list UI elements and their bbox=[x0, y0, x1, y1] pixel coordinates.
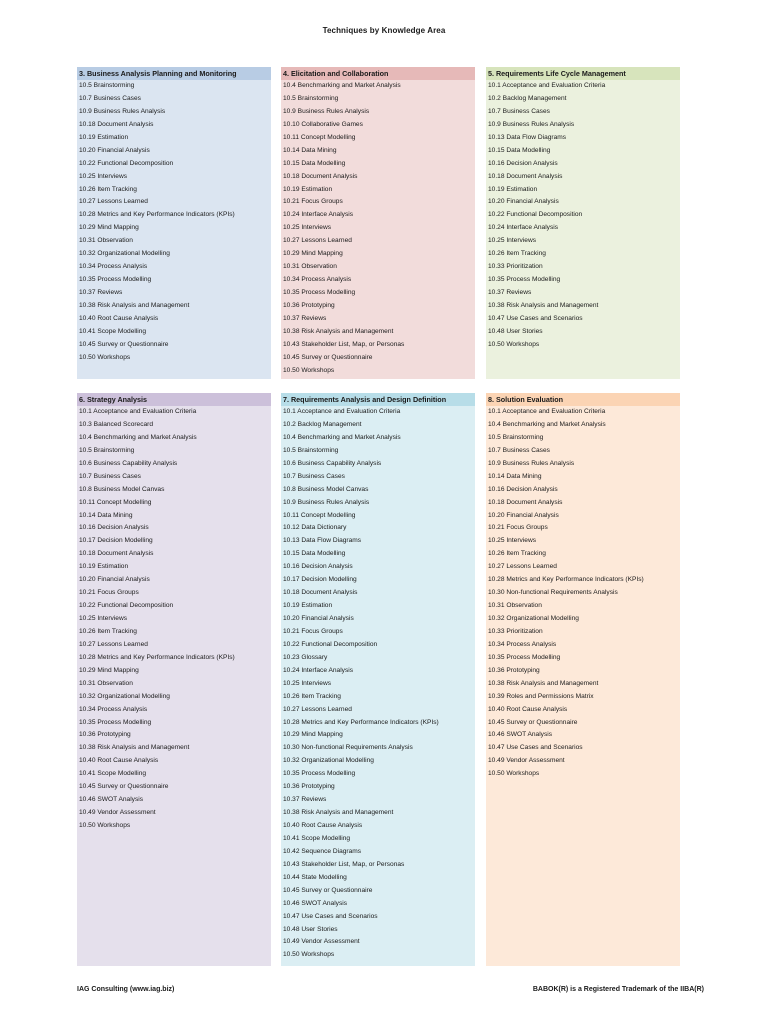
technique-item: 10.13 Data Flow Diagrams bbox=[488, 133, 567, 141]
technique-item: 10.45 Survey or Questionnaire bbox=[79, 340, 169, 348]
technique-item: 10.29 Mind Mapping bbox=[283, 250, 343, 258]
technique-item: 10.14 Data Mining bbox=[79, 511, 133, 519]
technique-item: 10.24 Interface Analysis bbox=[283, 211, 354, 219]
technique-item: 10.18 Document Analysis bbox=[283, 172, 358, 180]
knowledge-area-requirements-life-cycle bbox=[486, 67, 680, 379]
technique-list bbox=[77, 406, 271, 833]
technique-item: 10.12 Data Dictionary bbox=[283, 524, 347, 532]
technique-item: 10.50 Workshops bbox=[488, 770, 540, 778]
technique-item: 10.13 Data Flow Diagrams bbox=[283, 537, 362, 545]
technique-list bbox=[486, 80, 680, 352]
technique-item: 10.20 Financial Analysis bbox=[79, 576, 150, 584]
technique-item: 10.34 Process Analysis bbox=[79, 705, 148, 713]
technique-item: 10.7 Business Cases bbox=[79, 472, 141, 480]
technique-item: 10.32 Organizational Modelling bbox=[79, 692, 170, 700]
technique-item: 10.6 Business Capability Analysis bbox=[79, 459, 178, 467]
area-header: 3. Business Analysis Planning and Monitoring bbox=[77, 67, 271, 80]
knowledge-area-strategy-analysis bbox=[77, 393, 271, 966]
technique-item: 10.41 Scope Modelling bbox=[79, 327, 147, 335]
technique-item: 10.43 Stakeholder List, Map, or Personas bbox=[283, 340, 405, 348]
technique-list bbox=[77, 80, 271, 365]
technique-item: 10.21 Focus Groups bbox=[488, 524, 548, 532]
technique-item: 10.26 Item Tracking bbox=[79, 185, 137, 193]
technique-item: 10.25 Interviews bbox=[488, 237, 537, 245]
technique-item: 10.17 Decision Modelling bbox=[283, 576, 357, 584]
footer-company: IAG Consulting (www.iag.biz) bbox=[77, 986, 175, 993]
technique-item: 10.10 Collaborative Games bbox=[283, 120, 363, 128]
technique-item: 10.47 Use Cases and Scenarios bbox=[488, 314, 583, 322]
technique-item: 10.37 Reviews bbox=[79, 289, 123, 296]
technique-item: 10.19 Estimation bbox=[79, 133, 129, 141]
technique-item: 10.37 Reviews bbox=[488, 289, 532, 296]
technique-item: 10.6 Business Capability Analysis bbox=[283, 459, 382, 467]
technique-item: 10.27 Lessons Learned bbox=[283, 237, 352, 245]
technique-item: 10.50 Workshops bbox=[283, 366, 335, 374]
technique-item: 10.4 Benchmarking and Market Analysis bbox=[283, 82, 401, 89]
technique-item: 10.7 Business Cases bbox=[79, 94, 141, 102]
technique-item: 10.47 Use Cases and Scenarios bbox=[283, 912, 378, 920]
technique-item: 10.22 Functional Decomposition bbox=[79, 602, 174, 610]
technique-item: 10.11 Concept Modelling bbox=[283, 133, 356, 141]
technique-item: 10.29 Mind Mapping bbox=[79, 224, 139, 232]
technique-item: 10.35 Process Modelling bbox=[283, 770, 356, 778]
page-title: Techniques by Knowledge Area bbox=[322, 26, 446, 35]
technique-item: 10.26 Item Tracking bbox=[488, 550, 546, 558]
technique-item: 10.31 Observation bbox=[79, 237, 133, 245]
technique-item: 10.48 User Stories bbox=[488, 327, 543, 335]
technique-item: 10.38 Risk Analysis and Management bbox=[283, 327, 394, 335]
technique-item: 10.49 Vendor Assessment bbox=[283, 938, 360, 946]
technique-item: 10.4 Benchmarking and Market Analysis bbox=[488, 420, 606, 428]
technique-item: 10.45 Survey or Questionnaire bbox=[79, 783, 169, 791]
technique-item: 10.36 Prototyping bbox=[488, 666, 540, 674]
technique-item: 10.2 Backlog Management bbox=[488, 94, 567, 102]
technique-item: 10.28 Metrics and Key Performance Indicators (KPIs) bbox=[283, 718, 439, 726]
technique-item: 10.11 Concept Modelling bbox=[79, 498, 152, 506]
technique-item: 10.9 Business Rules Analysis bbox=[283, 107, 370, 115]
technique-item: 10.34 Process Analysis bbox=[283, 276, 352, 284]
technique-item: 10.20 Financial Analysis bbox=[79, 146, 150, 154]
technique-item: 10.19 Estimation bbox=[79, 563, 129, 571]
technique-item: 10.5 Brainstorming bbox=[79, 446, 135, 454]
technique-list bbox=[281, 406, 475, 962]
technique-item: 10.42 Sequence Diagrams bbox=[283, 847, 362, 855]
technique-item: 10.22 Functional Decomposition bbox=[79, 159, 174, 167]
technique-item: 10.36 Prototyping bbox=[283, 783, 335, 791]
technique-item: 10.25 Interviews bbox=[283, 679, 332, 687]
technique-item: 10.19 Estimation bbox=[488, 185, 538, 193]
technique-item: 10.27 Lessons Learned bbox=[488, 563, 557, 571]
technique-item: 10.46 SWOT Analysis bbox=[283, 899, 348, 907]
technique-item: 10.50 Workshops bbox=[79, 822, 131, 829]
technique-item: 10.35 Process Modelling bbox=[488, 653, 561, 661]
technique-item: 10.16 Decision Analysis bbox=[488, 159, 558, 167]
technique-item: 10.4 Benchmarking and Market Analysis bbox=[79, 433, 197, 441]
technique-item: 10.14 Data Mining bbox=[283, 146, 337, 154]
technique-item: 10.17 Decision Modelling bbox=[79, 537, 153, 545]
technique-item: 10.18 Document Analysis bbox=[283, 589, 358, 597]
technique-item: 10.22 Functional Decomposition bbox=[283, 640, 378, 648]
technique-item: 10.32 Organizational Modelling bbox=[488, 615, 579, 622]
technique-item: 10.37 Reviews bbox=[283, 796, 327, 804]
technique-item: 10.40 Root Cause Analysis bbox=[79, 757, 159, 765]
area-header: 8. Solution Evaluation bbox=[486, 393, 680, 406]
technique-item: 10.28 Metrics and Key Performance Indicators (KPIs) bbox=[79, 211, 235, 219]
technique-item: 10.44 State Modelling bbox=[283, 873, 347, 881]
technique-item: 10.20 Financial Analysis bbox=[488, 198, 559, 206]
technique-item: 10.43 Stakeholder List, Map, or Personas bbox=[283, 860, 405, 868]
technique-item: 10.48 User Stories bbox=[283, 925, 338, 933]
technique-item: 10.15 Data Modelling bbox=[283, 159, 346, 167]
technique-item: 10.11 Concept Modelling bbox=[283, 511, 356, 519]
technique-item: 10.31 Observation bbox=[488, 602, 542, 610]
technique-item: 10.24 Interface Analysis bbox=[283, 666, 354, 674]
technique-item: 10.41 Scope Modelling bbox=[283, 834, 351, 842]
technique-item: 10.5 Brainstorming bbox=[283, 446, 339, 454]
technique-item: 10.36 Prototyping bbox=[79, 731, 131, 739]
technique-item: 10.26 Item Tracking bbox=[488, 250, 546, 258]
technique-item: 10.7 Business Cases bbox=[488, 107, 550, 115]
technique-item: 10.25 Interviews bbox=[283, 224, 332, 232]
technique-item: 10.38 Risk Analysis and Management bbox=[79, 744, 190, 752]
area-header: 5. Requirements Life Cycle Management bbox=[486, 67, 680, 80]
technique-item: 10.29 Mind Mapping bbox=[283, 731, 343, 739]
technique-item: 10.27 Lessons Learned bbox=[79, 640, 148, 648]
technique-item: 10.36 Prototyping bbox=[283, 301, 335, 309]
technique-item: 10.38 Risk Analysis and Management bbox=[488, 679, 599, 687]
technique-item: 10.15 Data Modelling bbox=[488, 146, 551, 154]
technique-item: 10.50 Workshops bbox=[79, 353, 131, 361]
technique-item: 10.20 Financial Analysis bbox=[283, 615, 354, 622]
technique-item: 10.35 Process Modelling bbox=[283, 289, 356, 296]
knowledge-area-elicitation-collaboration bbox=[281, 67, 475, 379]
technique-item: 10.3 Balanced Scorecard bbox=[79, 420, 154, 428]
technique-item: 10.50 Workshops bbox=[488, 340, 540, 348]
technique-item: 10.2 Backlog Management bbox=[283, 420, 362, 428]
technique-item: 10.37 Reviews bbox=[283, 314, 327, 322]
technique-item: 10.45 Survey or Questionnaire bbox=[283, 886, 373, 894]
technique-item: 10.21 Focus Groups bbox=[79, 589, 139, 597]
technique-item: 10.31 Observation bbox=[79, 679, 133, 687]
technique-item: 10.40 Root Cause Analysis bbox=[283, 822, 363, 829]
technique-item: 10.25 Interviews bbox=[79, 615, 128, 622]
technique-item: 10.15 Data Modelling bbox=[283, 550, 346, 558]
technique-item: 10.8 Business Model Canvas bbox=[283, 485, 369, 493]
technique-item: 10.47 Use Cases and Scenarios bbox=[488, 744, 583, 752]
technique-item: 10.29 Mind Mapping bbox=[79, 666, 139, 674]
technique-item: 10.35 Process Modelling bbox=[79, 718, 152, 726]
technique-item: 10.1 Acceptance and Evaluation Criteria bbox=[79, 408, 197, 415]
technique-item: 10.18 Document Analysis bbox=[488, 498, 563, 506]
technique-item: 10.24 Interface Analysis bbox=[488, 224, 559, 232]
area-header: 7. Requirements Analysis and Design Definition bbox=[281, 393, 475, 406]
technique-item: 10.16 Decision Analysis bbox=[488, 485, 558, 493]
technique-item: 10.21 Focus Groups bbox=[283, 627, 343, 635]
technique-item: 10.49 Vendor Assessment bbox=[488, 757, 565, 765]
technique-item: 10.23 Glossary bbox=[283, 653, 328, 661]
technique-item: 10.9 Business Rules Analysis bbox=[488, 459, 575, 467]
technique-item: 10.9 Business Rules Analysis bbox=[283, 498, 370, 506]
technique-item: 10.46 SWOT Analysis bbox=[488, 731, 553, 739]
technique-item: 10.45 Survey or Questionnaire bbox=[283, 353, 373, 361]
technique-item: 10.5 Brainstorming bbox=[488, 433, 544, 441]
technique-item: 10.34 Process Analysis bbox=[79, 263, 148, 271]
knowledge-area-planning-monitoring bbox=[77, 67, 271, 379]
technique-item: 10.1 Acceptance and Evaluation Criteria bbox=[283, 408, 401, 415]
technique-item: 10.33 Prioritization bbox=[488, 263, 543, 271]
technique-item: 10.20 Financial Analysis bbox=[488, 511, 559, 519]
technique-item: 10.46 SWOT Analysis bbox=[79, 796, 144, 804]
technique-item: 10.27 Lessons Learned bbox=[283, 705, 352, 713]
technique-item: 10.14 Data Mining bbox=[488, 472, 542, 480]
technique-item: 10.7 Business Cases bbox=[488, 446, 550, 454]
technique-item: 10.28 Metrics and Key Performance Indicators (KPIs) bbox=[79, 653, 235, 661]
technique-item: 10.18 Document Analysis bbox=[79, 120, 154, 128]
technique-item: 10.18 Document Analysis bbox=[488, 172, 563, 180]
technique-item: 10.5 Brainstorming bbox=[79, 82, 135, 89]
technique-item: 10.49 Vendor Assessment bbox=[79, 809, 156, 817]
technique-item: 10.9 Business Rules Analysis bbox=[488, 120, 575, 128]
technique-item: 10.1 Acceptance and Evaluation Criteria bbox=[488, 82, 606, 89]
technique-item: 10.28 Metrics and Key Performance Indicators (KPIs) bbox=[488, 576, 644, 584]
technique-item: 10.30 Non-functional Requirements Analysis bbox=[488, 589, 618, 597]
technique-item: 10.38 Risk Analysis and Management bbox=[79, 301, 190, 309]
technique-item: 10.39 Roles and Permissions Matrix bbox=[488, 692, 594, 700]
technique-item: 10.40 Root Cause Analysis bbox=[488, 705, 568, 713]
technique-item: 10.45 Survey or Questionnaire bbox=[488, 718, 578, 726]
technique-item: 10.35 Process Modelling bbox=[488, 276, 561, 284]
technique-item: 10.22 Functional Decomposition bbox=[488, 211, 583, 219]
footer-trademark: BABOK(R) is a Registered Trademark of the IIBA(R) bbox=[532, 986, 704, 993]
technique-item: 10.26 Item Tracking bbox=[79, 627, 137, 635]
technique-item: 10.19 Estimation bbox=[283, 602, 333, 610]
technique-item: 10.7 Business Cases bbox=[283, 472, 345, 480]
technique-item: 10.33 Prioritization bbox=[488, 627, 543, 635]
technique-item: 10.30 Non-functional Requirements Analysis bbox=[283, 744, 413, 752]
technique-item: 10.27 Lessons Learned bbox=[79, 198, 148, 206]
technique-item: 10.19 Estimation bbox=[283, 185, 333, 193]
area-header: 4. Elicitation and Collaboration bbox=[281, 67, 475, 80]
technique-item: 10.40 Root Cause Analysis bbox=[79, 314, 159, 322]
technique-item: 10.50 Workshops bbox=[283, 951, 335, 959]
technique-item: 10.35 Process Modelling bbox=[79, 276, 152, 284]
technique-item: 10.25 Interviews bbox=[488, 537, 537, 545]
technique-item: 10.18 Document Analysis bbox=[79, 550, 154, 558]
technique-item: 10.5 Brainstorming bbox=[283, 94, 339, 102]
technique-list bbox=[486, 406, 680, 781]
technique-item: 10.25 Interviews bbox=[79, 172, 128, 180]
technique-item: 10.26 Item Tracking bbox=[283, 692, 341, 700]
technique-item: 10.31 Observation bbox=[283, 263, 337, 271]
technique-item: 10.41 Scope Modelling bbox=[79, 770, 147, 778]
technique-item: 10.16 Decision Analysis bbox=[283, 563, 353, 571]
technique-item: 10.21 Focus Groups bbox=[283, 198, 343, 206]
knowledge-area-solution-evaluation bbox=[486, 393, 680, 966]
technique-item: 10.38 Risk Analysis and Management bbox=[488, 301, 599, 309]
technique-item: 10.9 Business Rules Analysis bbox=[79, 107, 166, 115]
technique-item: 10.34 Process Analysis bbox=[488, 640, 557, 648]
technique-item: 10.32 Organizational Modelling bbox=[283, 757, 374, 765]
technique-item: 10.32 Organizational Modelling bbox=[79, 250, 170, 258]
technique-item: 10.1 Acceptance and Evaluation Criteria bbox=[488, 408, 606, 415]
technique-item: 10.8 Business Model Canvas bbox=[79, 485, 165, 493]
technique-item: 10.38 Risk Analysis and Management bbox=[283, 809, 394, 817]
technique-item: 10.4 Benchmarking and Market Analysis bbox=[283, 433, 401, 441]
area-header: 6. Strategy Analysis bbox=[77, 393, 271, 406]
technique-list bbox=[281, 80, 475, 378]
technique-item: 10.16 Decision Analysis bbox=[79, 524, 149, 532]
knowledge-area-requirements-analysis-design bbox=[281, 393, 475, 966]
